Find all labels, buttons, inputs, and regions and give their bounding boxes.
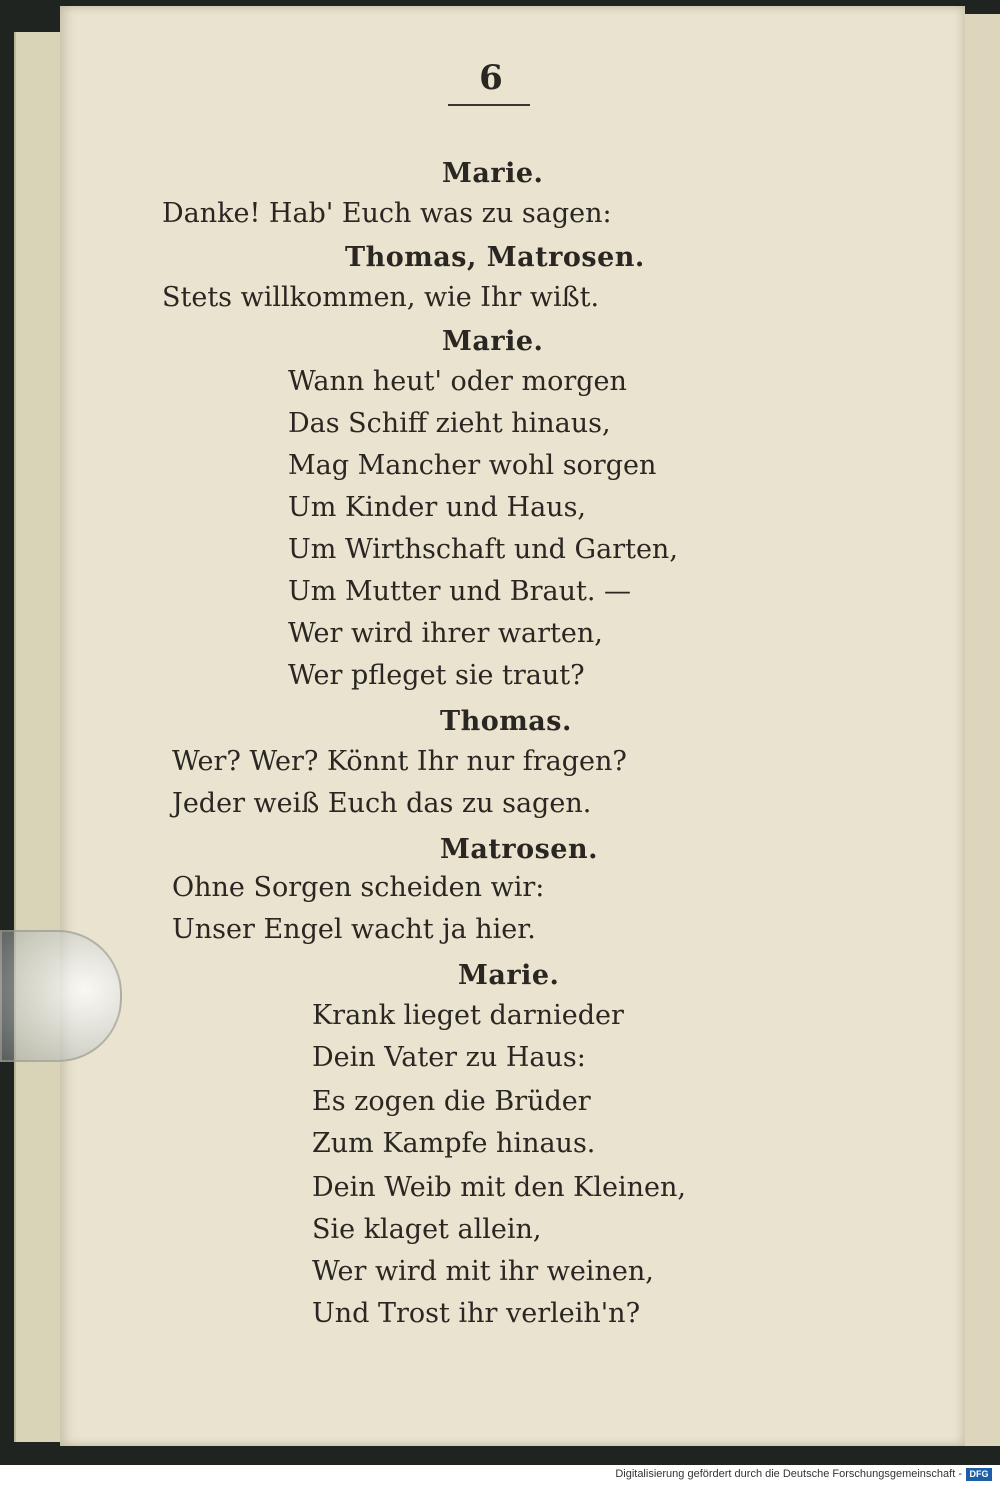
verse-line: Es zogen die Brüder (312, 1086, 591, 1117)
footer-bar (0, 1465, 1000, 1485)
verse-line: Krank lieget darnieder (312, 1000, 624, 1031)
speaker-thomas: Thomas. (440, 706, 572, 737)
right-page-edge (962, 14, 1000, 1446)
dfg-logo-icon: DFG (966, 1468, 992, 1481)
verse-line: Zum Kampfe hinaus. (312, 1128, 596, 1159)
speaker-matrosen: Matrosen. (440, 834, 598, 865)
verse-line: Dein Weib mit den Kleinen, (312, 1172, 686, 1203)
page-number: 6 (479, 58, 503, 98)
speaker-marie-3: Marie. (458, 960, 560, 991)
verse-line: Unser Engel wacht ja hier. (172, 914, 536, 945)
speaker-marie-2: Marie. (442, 326, 544, 357)
verse-line: Wer? Wer? Könnt Ihr nur fragen? (172, 746, 627, 777)
verse-line: Mag Mancher wohl sorgen (288, 450, 657, 481)
verse-line: Ohne Sorgen scheiden wir: (172, 872, 545, 903)
page-clip (0, 930, 122, 1062)
verse-line: Danke! Hab' Euch was zu sagen: (162, 198, 612, 229)
verse-line: Wann heut' oder morgen (288, 366, 627, 397)
header-rule (448, 104, 530, 106)
verse-line: Das Schiff zieht hinaus, (288, 408, 611, 439)
verse-line: Jeder weiß Euch das zu sagen. (172, 788, 592, 819)
speaker-thomas-matrosen: Thomas, Matrosen. (345, 242, 645, 273)
verse-line: Und Trost ihr verleih'n? (312, 1298, 641, 1329)
verse-line: Stets willkommen, wie Ihr wißt. (162, 282, 600, 313)
verse-line: Wer wird ihrer warten, (288, 618, 603, 649)
verse-line: Um Mutter und Braut. — (288, 576, 632, 607)
verse-line: Um Kinder und Haus, (288, 492, 587, 523)
footer-credit: Digitalisierung gefördert durch die Deutsche Forschungsgemeinschaft - (615, 1468, 962, 1480)
verse-line: Sie klaget allein, (312, 1214, 542, 1245)
speaker-marie-1: Marie. (442, 158, 544, 189)
verse-line: Dein Vater zu Haus: (312, 1042, 586, 1073)
verse-line: Wer wird mit ihr weinen, (312, 1256, 654, 1287)
verse-line: Wer pfleget sie traut? (288, 660, 585, 691)
verse-line: Um Wirthschaft und Garten, (288, 534, 678, 565)
